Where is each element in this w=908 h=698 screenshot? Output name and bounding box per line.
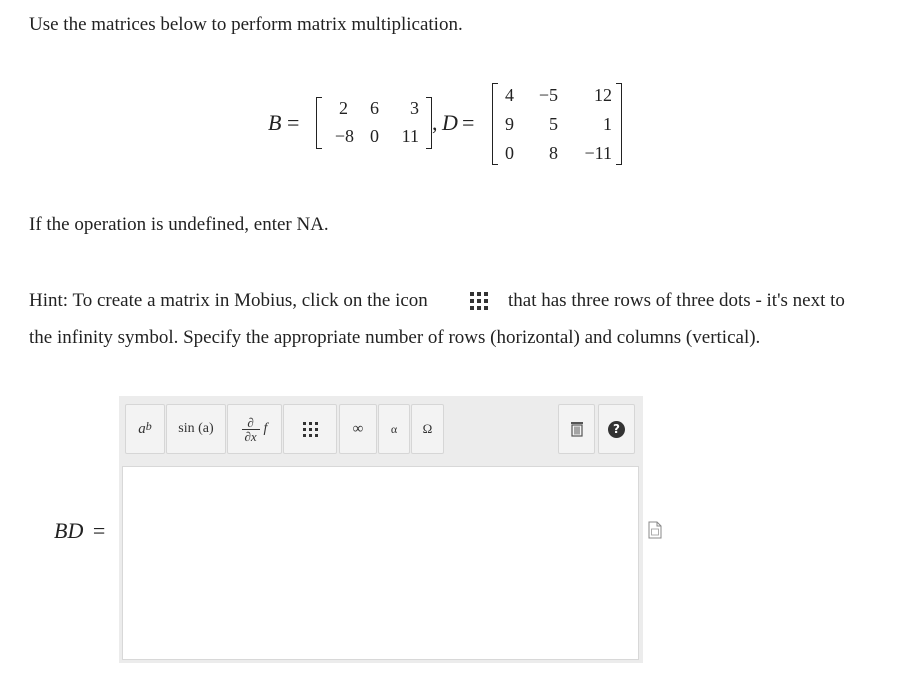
superscript-exp: b xyxy=(145,418,152,433)
matrix-d-cell: −11 xyxy=(584,143,612,163)
equals-sign: = xyxy=(287,110,300,135)
matrix-b-cell: 0 xyxy=(370,126,379,146)
partial-denominator: ∂x xyxy=(244,428,257,444)
omega-button[interactable]: Ω xyxy=(411,404,444,454)
trash-button[interactable] xyxy=(558,404,595,454)
hint-text-1: Hint: To create a matrix in Mobius, click on the icon xyxy=(29,290,428,311)
answer-label xyxy=(54,518,105,544)
answer-label-bd: BD xyxy=(54,518,84,543)
matrix-b xyxy=(316,97,432,149)
undefined-note: If the operation is undefined, enter NA. xyxy=(29,214,329,235)
derivative-button[interactable] xyxy=(227,404,282,454)
matrix-b-name: B xyxy=(268,110,282,135)
matrix-d-cell: 8 xyxy=(549,143,558,163)
matrix-d-cell: 4 xyxy=(505,85,514,105)
question-intro: Use the matrices below to perform matrix multiplication. xyxy=(29,14,463,35)
superscript-base: a xyxy=(138,420,146,437)
answer-equals: = xyxy=(92,518,106,543)
infinity-button[interactable]: ∞ xyxy=(339,404,377,454)
hint-text-2: that has three rows of three dots - it's next to xyxy=(508,290,845,311)
matrix-d xyxy=(492,83,622,165)
help-button[interactable] xyxy=(598,404,635,454)
matrix-b-cell: 6 xyxy=(370,98,379,118)
equals-sign: = xyxy=(462,110,475,135)
matrix-d-name: D xyxy=(442,110,458,135)
matrix-d-cell: −5 xyxy=(538,85,558,105)
sin-button[interactable]: sin (a) xyxy=(166,404,226,454)
matrix-b-cell: 2 xyxy=(339,98,348,118)
answer-input[interactable] xyxy=(122,466,639,660)
matrix-d-cell: 0 xyxy=(505,143,514,163)
matrix-d-cell: 9 xyxy=(505,114,514,134)
partial-f: f xyxy=(263,421,268,436)
matrix-d-cell: 12 xyxy=(594,85,612,105)
matrix-b-cell: 11 xyxy=(401,126,419,146)
matrix-b-cell: 3 xyxy=(410,98,419,118)
superscript-button[interactable] xyxy=(125,404,165,454)
matrix-button[interactable] xyxy=(283,404,337,454)
matrix-b-cell: −8 xyxy=(334,126,354,146)
alpha-button[interactable]: α xyxy=(378,404,410,454)
trash-icon xyxy=(570,421,584,437)
math-editor-toolbar xyxy=(119,396,643,464)
comma-separator: , xyxy=(432,110,438,135)
matrix-grid-icon xyxy=(303,422,318,437)
hint-text-3: the infinity symbol. Specify the appropriate number of rows (horizontal) and columns (vertical). xyxy=(29,327,761,348)
matrix-d-cell: 5 xyxy=(549,114,558,134)
matrix-icon xyxy=(470,292,488,310)
help-icon: ? xyxy=(608,421,625,438)
matrix-d-cell: 1 xyxy=(603,114,612,134)
partial-numerator: ∂ xyxy=(247,414,254,430)
document-preview-icon[interactable] xyxy=(648,521,662,544)
